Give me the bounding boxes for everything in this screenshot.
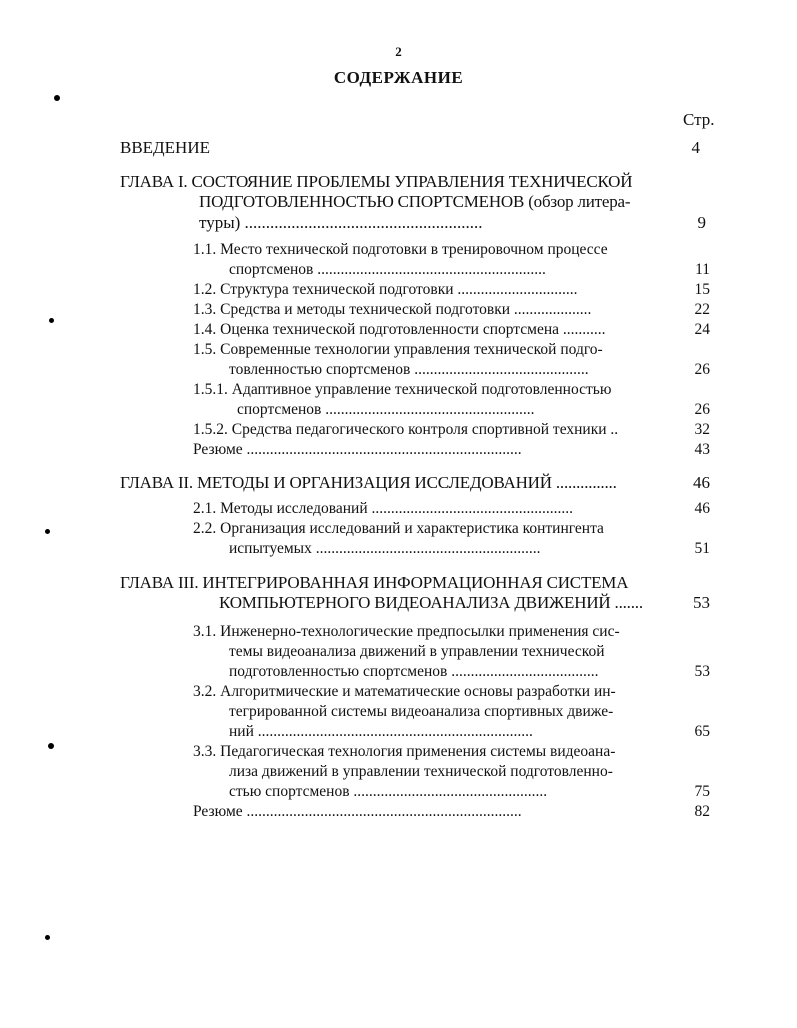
toc-chapter-3-summary: Резюме ....................................................................... — [193, 803, 522, 820]
toc-section-1-1-line-1: 1.1. Место технической подготовки в тренировочном процессе — [193, 241, 608, 258]
toc-section-3-2-page: 65 — [694, 723, 710, 740]
toc-section-3-1-line-3: подготовленностью спортсменов ...................................... — [229, 663, 599, 680]
toc-section-3-1-page: 53 — [694, 663, 710, 680]
toc-chapter-1-page: 9 — [697, 213, 706, 232]
toc-section-1-5-1-line-2: спортсменов ...................................................... — [237, 401, 535, 418]
toc-section-2-2-line-2: испытуемых .......................................................... — [229, 540, 541, 557]
toc-chapter-1-summary-page: 43 — [694, 441, 710, 458]
toc-section-3-3-line-1: 3.3. Педагогическая технология применения системы видеоана- — [193, 743, 616, 760]
toc-chapter-3-line-1: ГЛАВА III. ИНТЕГРИРОВАННАЯ ИНФОРМАЦИОННАЯ СИСТЕМА — [120, 573, 629, 592]
toc-section-1-3-page: 22 — [694, 301, 710, 318]
toc-section-1-5-page: 26 — [694, 361, 710, 378]
scan-mark — [45, 935, 50, 940]
toc-chapter-1-line-3: туры) ........................................................ — [199, 213, 483, 232]
toc-chapter-3-summary-page: 82 — [694, 803, 710, 820]
page-title: СОДЕРЖАНИЕ — [333, 68, 464, 87]
toc-section-1-2-page: 15 — [694, 281, 710, 298]
toc-section-2-1: 2.1. Методы исследований .................................................... — [193, 500, 573, 517]
toc-section-1-5-line-1: 1.5. Современные технологии управления технической подго- — [193, 341, 603, 358]
scan-mark — [48, 743, 54, 749]
toc-chapter-2-page: 46 — [693, 473, 710, 492]
toc-intro-page: 4 — [691, 138, 700, 157]
page-column-header: Стр. — [683, 110, 715, 129]
toc-section-3-1-line-2: темы видеоанализа движений в управлении технической — [229, 643, 605, 660]
toc-section-1-1-line-2: спортсменов ........................................................... — [229, 261, 546, 278]
page-number: 2 — [395, 44, 402, 59]
toc-section-3-2-line-1: 3.2. Алгоритмические и математические основы разработки ин- — [193, 683, 616, 700]
toc-intro: ВВЕДЕНИЕ — [120, 138, 210, 157]
toc-section-3-3-line-3: стью спортсменов .................................................. — [229, 783, 548, 800]
toc-section-1-5-2: 1.5.2. Средства педагогического контроля спортивной техники .. — [193, 421, 619, 438]
toc-section-1-1-page: 11 — [695, 261, 710, 278]
toc-section-2-1-page: 46 — [694, 500, 710, 517]
toc-section-3-2-line-2: тегрированной системы видеоанализа спортивных движе- — [229, 703, 614, 720]
toc-section-1-3: 1.3. Средства и методы технической подготовки .................... — [193, 301, 592, 318]
toc-section-1-5-line-2: товленностью спортсменов ............................................. — [229, 361, 589, 378]
toc-chapter-1-line-1: ГЛАВА I. СОСТОЯНИЕ ПРОБЛЕМЫ УПРАВЛЕНИЯ ТЕХНИЧЕСКОЙ — [120, 172, 633, 191]
toc-section-1-2: 1.2. Структура технической подготовки ............................... — [193, 281, 578, 298]
scan-mark — [54, 95, 60, 101]
toc-section-3-2-line-3: ний ....................................................................... — [229, 723, 533, 740]
toc-section-2-2-page: 51 — [694, 540, 710, 557]
toc-chapter-3-line-2: КОМПЬЮТЕРНОГО ВИДЕОАНАЛИЗА ДВИЖЕНИЙ ....... — [219, 593, 643, 612]
toc-chapter-1-summary: Резюме ....................................................................... — [193, 441, 522, 458]
toc-section-1-5-1-line-1: 1.5.1. Адаптивное управление технической подготовленностью — [193, 381, 612, 398]
toc-chapter-1-line-2: ПОДГОТОВЛЕННОСТЬЮ СПОРТСМЕНОВ (обзор литера- — [199, 192, 631, 211]
scan-mark — [45, 529, 50, 534]
toc-section-2-2-line-1: 2.2. Организация исследований и характеристика контингента — [193, 520, 604, 537]
toc-section-3-3-page: 75 — [694, 783, 710, 800]
toc-section-3-3-line-2: лиза движений в управлении технической подготовленно- — [229, 763, 613, 780]
toc-chapter-2: ГЛАВА II. МЕТОДЫ И ОРГАНИЗАЦИЯ ИССЛЕДОВАНИЙ ............... — [120, 473, 617, 492]
scan-mark — [49, 318, 54, 323]
toc-section-3-1-line-1: 3.1. Инженерно-технологические предпосылки применения сис- — [193, 623, 620, 640]
toc-section-1-5-2-page: 32 — [694, 421, 710, 438]
toc-section-1-5-1-page: 26 — [694, 401, 710, 418]
toc-section-1-4-page: 24 — [694, 321, 710, 338]
toc-chapter-3-page: 53 — [693, 593, 710, 612]
toc-section-1-4: 1.4. Оценка технической подготовленности спортсмена ........... — [193, 321, 606, 338]
